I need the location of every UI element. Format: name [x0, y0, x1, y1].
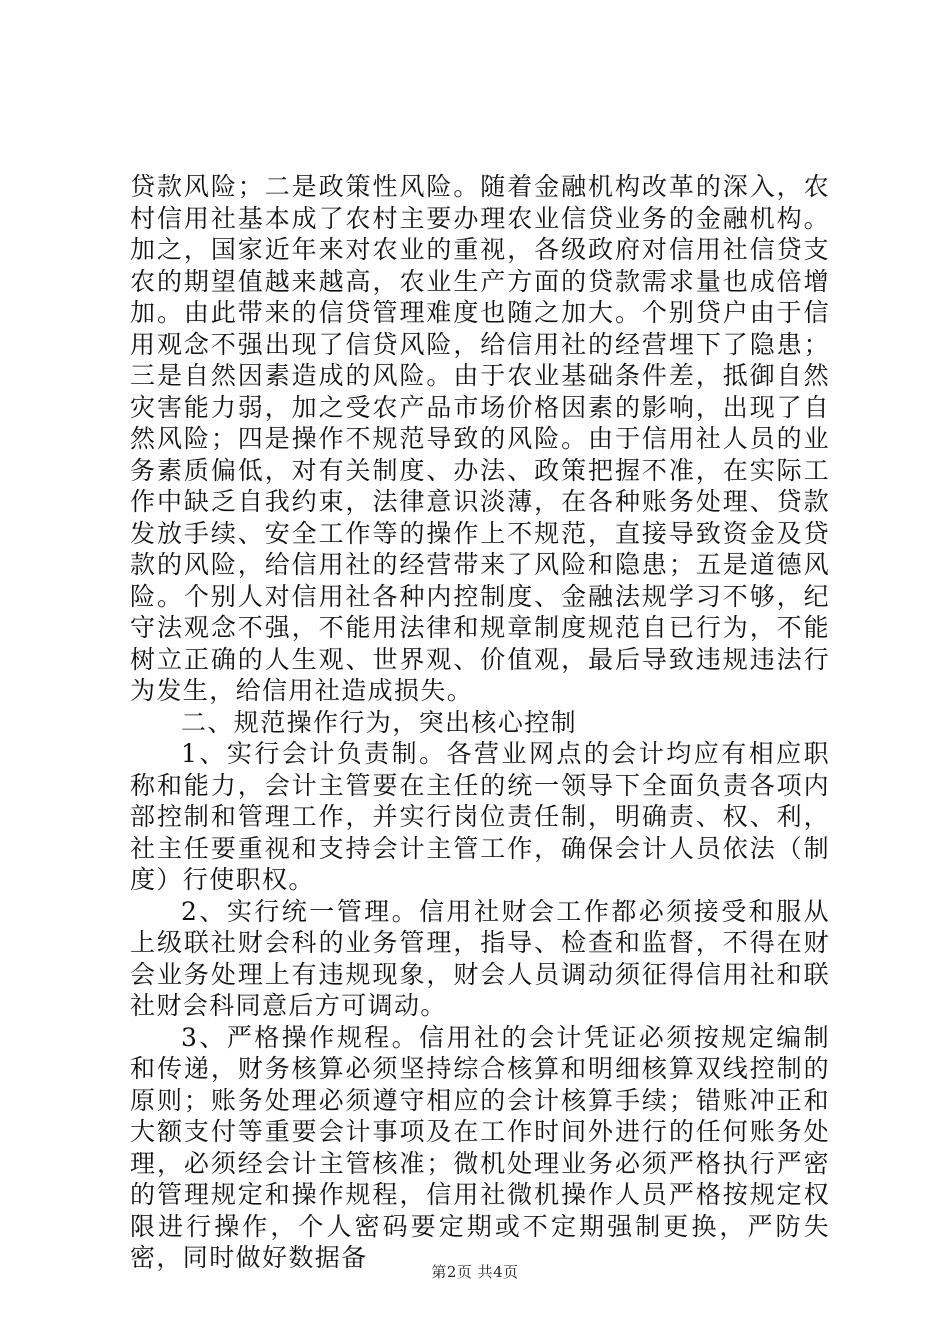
paragraph-risk-continuation: 贷款风险；二是政策性风险。随着金融机构改革的深入，农村信用社基本成了农村主要办理农业信贷业务的金融机构。加之，国家近年来对农业的重视，各级政府对信用社信贷支农的期望值越来越高，农业生产方面的贷款需求量也成倍增加。由此带来的信贷管理难度也随之加大。个别贷户由于信用观念不强出现了信贷风险，给信用社的经营埋下了隐患；三是自然因素造成的风险。由于农业基础条件差，抵御自然灾害能力弱，加之受农产品市场价格因素的影响，出现了自然风险；四是操作不规范导致的风险。由于信用社人员的业务素质偏低，对有关制度、办法、政策把握不准，在实际工作中缺乏自我约束，法律意识淡薄，在各种账务处理、贷款发放手续、安全工作等的操作上不规范，直接导致资金及贷款的风险，给信用社的经营带来了风险和隐患；五是道德风险。个别人对信用社各种内控制度、金融法规学习不够，纪守法观念不强，不能用法律和规章制度规范自已行为，不能树立正确的人生观、世界观、价值观，最后导致违规违法行为发生，给信用社造成损失。 [130, 172, 830, 705]
page-number-footer: 第2页 共4页 [431, 1263, 519, 1281]
paragraph-item-1: 1、实行会计负责制。各营业网点的会计均应有相应职称和能力，会计主管要在主任的统一领导下全面负责各项内部控制和管理工作，并实行岗位责任制，明确责、权、利，社主任要重视和支持会计主管工作，确保会计人员依法（制度）行使职权。 [130, 739, 830, 894]
paragraph-item-3: 3、严格操作规程。信用社的会计凭证必须按规定编制和传递，财务核算必须坚持综合核算和明细核算双线控制的原则；账务处理必须遵守相应的会计核算手续；错账冲正和大额支付等重要会计事项及在工作时间外进行的任何账务处理，必须经会计主管核准；微机处理业务必须严格执行严密的管理规定和操作规程，信用社微机操作人员严格按规定权限进行操作，个人密码要定期或不定期强制更换，严防失密，同时做好数据备 [130, 1022, 830, 1272]
section-heading-2: 二、规范操作行为，突出核心控制 [181, 707, 578, 737]
document-body [130, 171, 830, 1274]
paragraph-item-2: 2、实行统一管理。信用社财会工作都必须接受和服从上级联社财会科的业务管理，指导、检查和监督，不得在财会业务处理上有违规现象，财会人员调动须征得信用社和联社财会科同意后方可调动。 [130, 896, 830, 1020]
